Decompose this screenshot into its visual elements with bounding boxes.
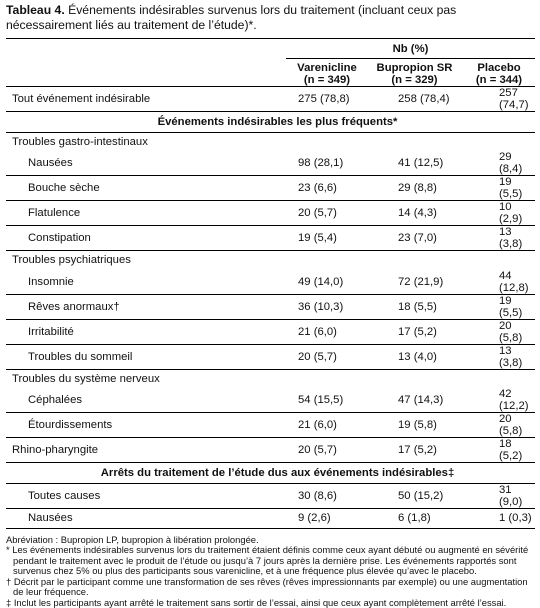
table-row: Nausées 9 (2,6) 6 (1,8) 1 (0,3) (6, 508, 535, 529)
table-row-rhino: Rhino-pharyngite 20 (5,7) 17 (5,2) 18 (5,2) (6, 438, 535, 463)
table-row: Céphalées 54 (15,5) 47 (14,3) 42 (12,2) (28, 388, 529, 413)
section-heading-frequent: Événements indésirables les plus fréquents* (6, 112, 535, 133)
table-footnotes (6, 535, 535, 608)
table-row: Nausées 98 (28,1) 41 (12,5) 29 (8,4) (28, 151, 523, 176)
table-row-total: Tout événement indésirable 275 (78,8) 258 (78,4) 257 (74,7) (6, 87, 535, 112)
category-nervous-system: Troubles du système nerveux (6, 369, 535, 388)
column-headers (6, 59, 535, 87)
adverse-events-table (6, 38, 535, 535)
table-row: Irritabilité 21 (6,0) 17 (5,2) 20 (5,8) (6, 319, 535, 344)
column-header-varenicline: Varenicline (n = 349) (286, 59, 368, 87)
table-caption (6, 3, 535, 33)
nb-percent-header: Nb (%) (286, 41, 535, 59)
table-row: Étourdissements 21 (6,0) 19 (5,8) 20 (5,8) (6, 413, 535, 438)
table-title: Événements indésirables survenus lors du traitement (incluant ceux pas nécessairement liés au traitement de l’étude)*. (6, 3, 457, 32)
category-gastro: Troubles gastro-intestinaux (6, 132, 535, 151)
footnote-abbreviation: Abréviation : Bupropion LP, bupropion à libération prolongée. (6, 533, 259, 545)
footnote-double-dagger: ‡ Inclut les participants ayant arrêté le traitement sans sortir de l’essai, ainsi que ceux ayant complètement arrêté l’essai. (6, 596, 507, 608)
table-row: Insomnie 49 (14,0) 72 (21,9) 44 (12,8) (28, 269, 529, 294)
table-row: Rêves anormaux† 36 (10,3) 18 (5,5) 19 (5,5) (6, 294, 535, 319)
section-heading-discontinuation: Arrêts du traitement de l’étude dus aux événements indésirables‡ (6, 463, 535, 484)
category-psychiatric: Troubles psychiatriques (6, 251, 535, 270)
table-row: Toutes causes 30 (8,6) 50 (15,2) 31 (9,0) (6, 483, 535, 508)
column-header-bupropion: Bupropion SR (n = 329) (368, 59, 453, 87)
table-row: Flatulence 20 (5,7) 14 (4,3) 10 (2,9) (6, 201, 535, 226)
table-row: Troubles du sommeil 20 (5,7) 13 (4,0) 13 (3,8) (6, 344, 535, 369)
column-header-placebo: Placebo (n = 344) (453, 59, 535, 87)
table-row: Constipation 19 (5,4) 23 (7,0) 13 (3,8) (6, 226, 535, 251)
footnote-dagger: † Décrit par le participant comme une transformation de ses rêves (rêves impressionnants par exemple) ou une augmentation de leur fréquence. (6, 575, 528, 598)
table-row: Bouche sèche 23 (6,6) 29 (8,8) 19 (5,5) (6, 176, 535, 201)
table-number: Tableau 4. (6, 3, 65, 17)
footnote-asterisk: * Les événements indésirables survenus lors du traitement étaient définis comme ceux ayant débuté ou augmenté en sévérité pendant le traitement avec le produit de l’étude ou jusqu’à 7 jours après la dernière prise. Les événements rapportés sont survenus chez 5% ou plus des participants sous varenicline, et à une fréquence plus élevée qu’avec le placebo. (6, 544, 529, 577)
